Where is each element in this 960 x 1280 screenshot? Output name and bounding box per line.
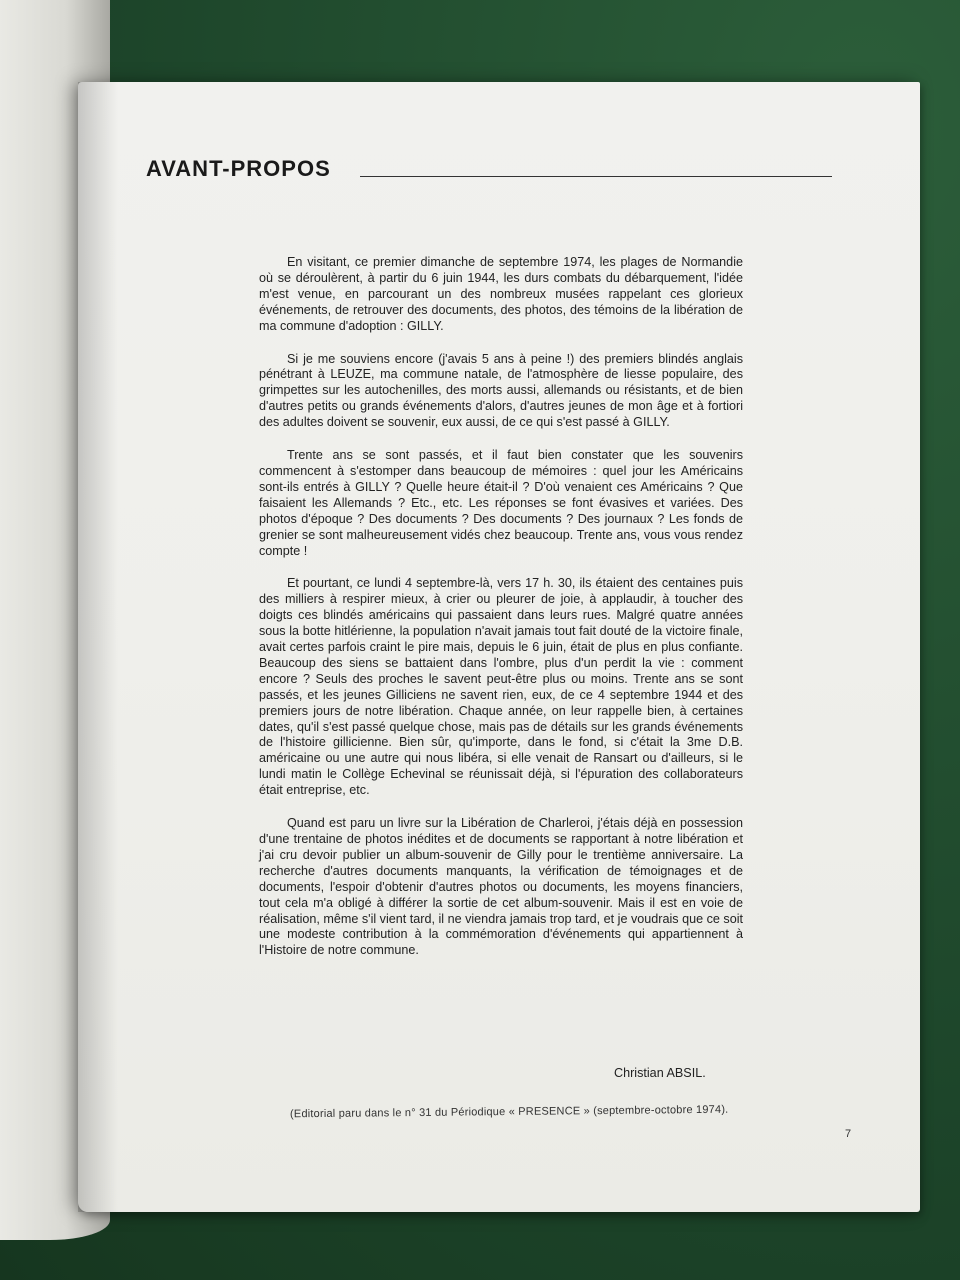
paragraph-3: Trente ans se sont passés, et il faut bien constater que les souvenirs commencent à s'estomper dans beaucoup de mémoires : quel jour les Américains sont-ils entrés à GILLY ? Quelle heure était-il ? D'où venaient ces Américains ? Que faisaient les Allemands ? Etc., etc. Les réponses se font évasives et variées. Des photos d'époque ? Des documents ? Des documents ? Des journaux ? Les fonds de grenier se sont malheureusement vidés chez beaucoup. Trente ans, vous vous rendez compte ! (259, 448, 743, 558)
heading-rule (360, 176, 832, 177)
gutter-shadow (78, 82, 118, 1212)
page-number: 7 (845, 1128, 852, 1140)
paragraph-1: En visitant, ce premier dimanche de septembre 1974, les plages de Normandie où se déroulèrent, à partir du 6 juin 1944, les durs combats du débarquement, l'idée m'est venue, en parcourant un des nombreux musées rappelant ces glorieux événements, de retrouver des documents, des photos, des témoins de la libération de ma commune d'adoption : GILLY. (259, 255, 743, 333)
paragraph-5: Quand est paru un livre sur la Libération de Charleroi, j'étais déjà en possession d'une trentaine de photos inédites et de documents se rapportant à notre libération et j'ai cru devoir publier un album-souvenir de Gilly pour le trentième anniversaire. La recherche d'autres documents manquants, la vérification de témoignages et de documents, l'espoir d'obtenir d'autres photos ou documents, les moyens financiers, tout cela m'a obligé à différer la sortie de cet album-souvenir. Mais il est en voie de réalisation, même s'il vient tard, il ne viendra jamais trop tard, et je voudrais que ce soit une modeste contribution à la commémoration d'événements qui appartiennent à l'Histoire de notre commune. (259, 816, 743, 958)
signature: Christian ABSIL. (614, 1066, 706, 1080)
page-heading: AVANT-PROPOS (146, 156, 331, 181)
body-text (259, 255, 743, 959)
paragraph-2: Si je me souviens encore (j'avais 5 ans à peine !) des premiers blindés anglais pénétrant à LEUZE, ma commune natale, de l'atmosphère de liesse populaire, des grimpettes sur les autochenilles, des morts aussi, allemands ou résistants, et de bien d'autres petits ou grands événements d'alors, d'autres jeunes de mon âge et à fortiori des adultes doivent se souvenir, eux aussi, de ce qui s'est passé à GILLY. (259, 351, 743, 430)
paragraph-4: Et pourtant, ce lundi 4 septembre-là, vers 17 h. 30, ils étaient des centaines puis des milliers à respirer mieux, à crier ou pleurer de joie, à applaudir, à toucher des doigts ces blindés américains qui passaient dans leurs rues. Malgré quatre années sous la botte hitlérienne, la population n'avait jamais tout fait douté de la victoire finale, avait certes parfois craint le pire mais, depuis le 6 juin, était de plus en plus confiante. Beaucoup des siens se battaient dans l'ombre, plus d'un perdit la vie : comment encore ? Seuls des proches le savent peut-être plus ou moins. Trente ans se sont passés, et les jeunes Gilliciens ne savent rien, eux, de ce 4 septembre 1944 et des premiers jours de notre libération. Chaque année, on leur rappelle bien, à certaines dates, qu'il s'est passé quelque chose, mais pas de détails sur les grands événements de l'histoire gillicienne. Bien sûr, qu'importe, dans le fond, si c'était la 3me D.B. américaine ou une autre qui nous libéra, si elle venait de Ransart ou d'ailleurs, si le lundi matin le Collège Echevinal se réunissait déjà, si l'épuration des collaborateurs était entreprise, etc. (259, 576, 743, 798)
footnote: (Editorial paru dans le n° 31 du Périodique « PRESENCE » (septembre-octobre 1974). (289, 1103, 729, 1121)
